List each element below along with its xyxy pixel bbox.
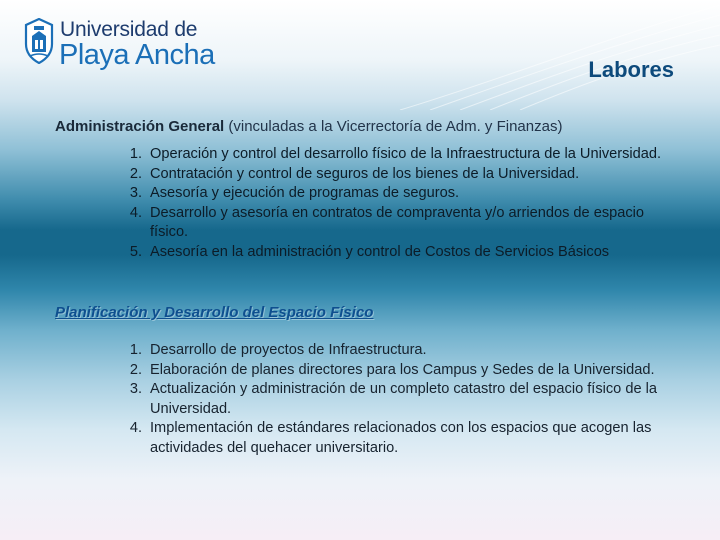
university-logo <box>24 18 224 70</box>
list-item <box>120 243 680 263</box>
list-item <box>120 380 680 419</box>
list-item <box>120 145 680 165</box>
list-item-number: 3. <box>129 185 142 201</box>
decorative-swoosh <box>360 0 720 110</box>
list-item-text: Elaboración de planes directores para los Campus y Sedes de la Universidad. <box>150 361 655 378</box>
list-item <box>120 361 680 381</box>
list-item-number: 1. <box>129 342 142 358</box>
section-administracion-subtitle: (vinculadas a la Vicerrectoría de Adm. y Finanzas) <box>228 118 563 135</box>
list-item <box>120 419 680 458</box>
list-item-text: Contratación y control de seguros de los bienes de la Universidad. <box>150 165 580 182</box>
slide-title: Labores <box>588 57 674 82</box>
list-item-number: 2. <box>129 165 142 182</box>
list-item-number: 2. <box>129 361 142 378</box>
list-item <box>120 341 680 361</box>
list-item-number: 3. <box>129 381 142 397</box>
logo-text-line1: Universidad de <box>60 18 198 41</box>
administracion-list <box>120 145 680 262</box>
list-item-text: Operación y control del desarrollo físico de la Infraestructura de la Universidad. <box>150 146 662 162</box>
section-planificacion-heading: Planificación y Desarrollo del Espacio Físico <box>55 304 374 321</box>
section-administracion-title: Administración General <box>55 118 225 135</box>
list-item-number: 5. <box>129 243 142 260</box>
list-item <box>120 204 680 243</box>
list-item-text: Desarrollo y asesoría en contratos de compraventa y/o arriendos de espacio físico. <box>150 204 645 240</box>
logo-text-line2: Playa Ancha <box>59 39 215 71</box>
planificacion-list <box>120 341 680 458</box>
list-item-number: 1. <box>129 146 142 162</box>
list-item-text: Asesoría en la administración y control de Costos de Servicios Básicos <box>150 243 610 260</box>
list-item-number: 4. <box>129 420 142 436</box>
university-crest-icon <box>24 18 54 64</box>
list-item-text: Desarrollo de proyectos de Infraestructura. <box>150 342 427 358</box>
list-item-text: Implementación de estándares relacionados con los espacios que acogen las actividades del quehacer universitario. <box>150 420 652 456</box>
list-item <box>120 165 680 185</box>
section-administracion-heading <box>55 118 562 135</box>
list-item-number: 4. <box>129 204 142 221</box>
list-item-text: Actualización y administración de un completo catastro del espacio físico de la Universidad. <box>150 381 657 417</box>
list-item <box>120 184 680 204</box>
list-item-text: Asesoría y ejecución de programas de seguros. <box>150 185 460 201</box>
